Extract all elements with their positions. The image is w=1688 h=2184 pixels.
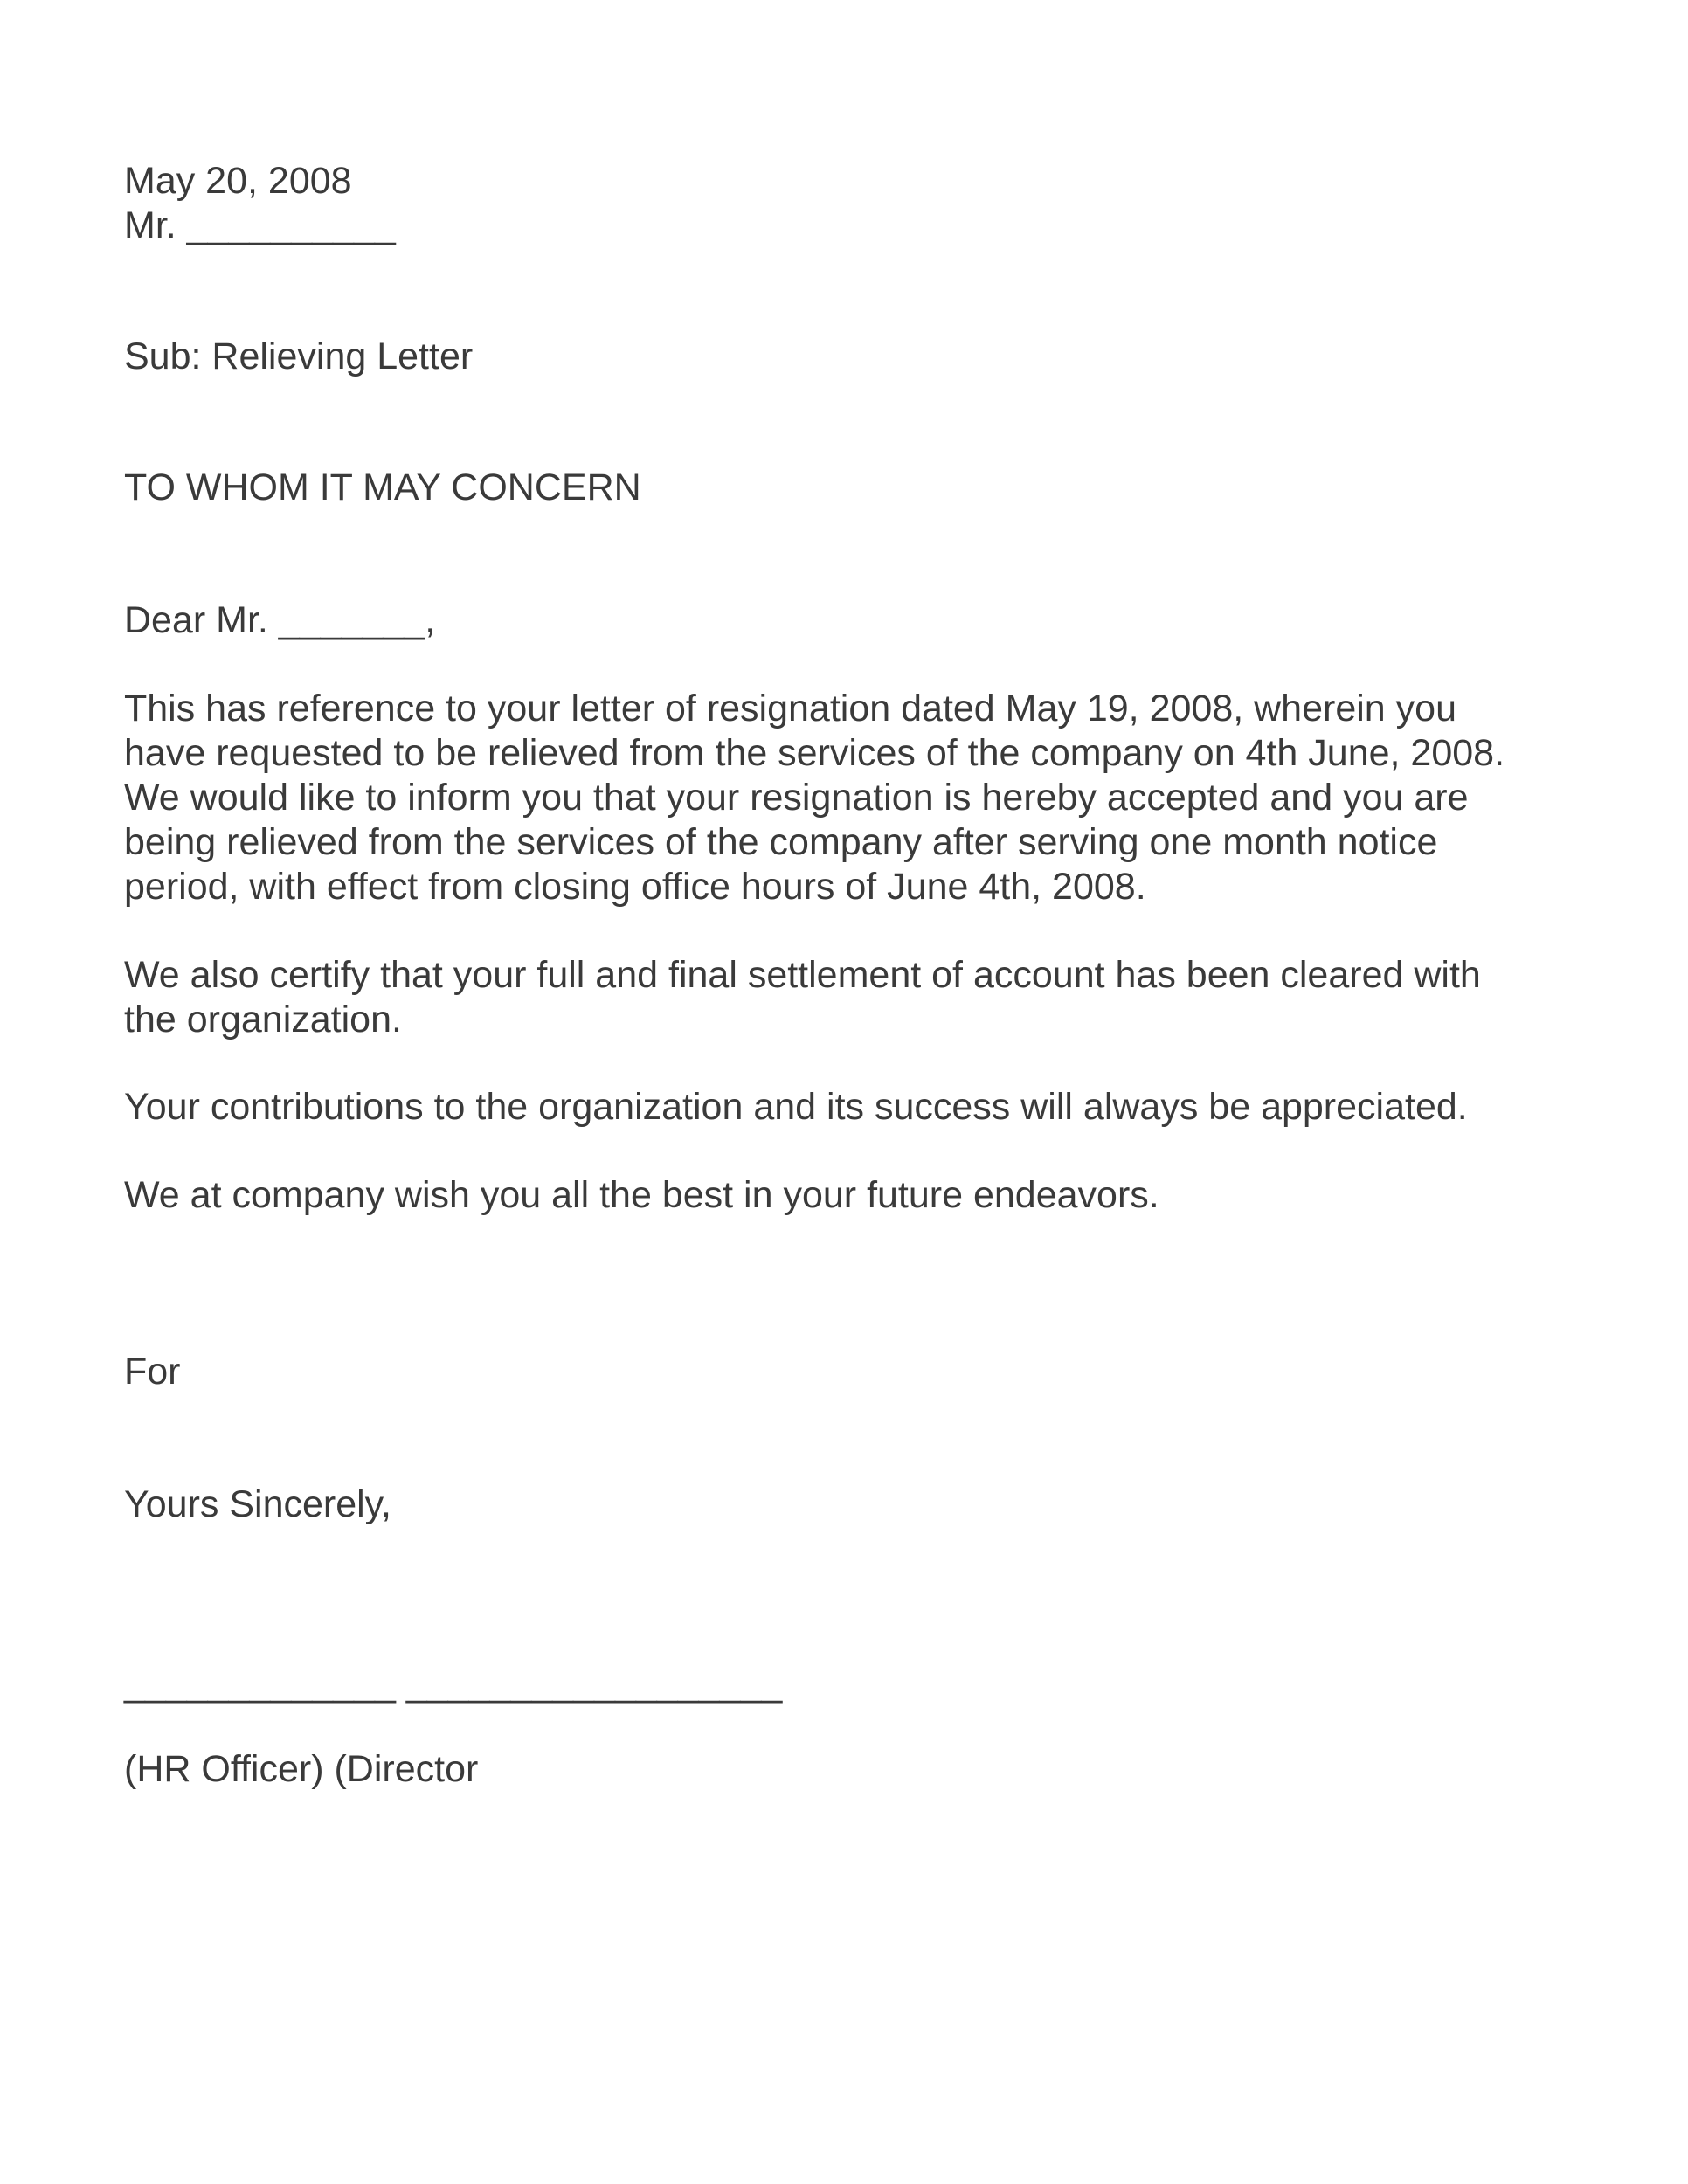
paragraph-line: the organization. [124,999,402,1040]
signature-lines: _____________ __________________ [124,1662,783,1704]
paragraph-line: We would like to inform you that your resignation is hereby accepted and you are [124,777,1469,819]
letter-addressee: Mr. __________ [124,204,396,246]
paragraph-line: have requested to be relieved from the services of the company on 4th June, 2008. [124,732,1505,774]
body-paragraph-2 [124,953,1609,1042]
letter-subject: Sub: Relieving Letter [124,335,474,377]
body-paragraph-3 [124,1085,1609,1130]
closing: Yours Sincerely, [124,1483,391,1525]
letter-salutation: Dear Mr. _______, [124,599,436,641]
for-label: For [124,1351,181,1393]
letter-date: May 20, 2008 [124,160,352,202]
letter-heading: TO WHOM IT MAY CONCERN [124,467,641,508]
signatories: (HR Officer) (Director [124,1748,479,1790]
paragraph-line: being relieved from the services of the company after serving one month notice [124,821,1438,863]
paragraph-line: period, with effect from closing office hours of June 4th, 2008. [124,866,1146,908]
paragraph-line: We at company wish you all the best in your future endeavors. [124,1174,1159,1216]
body-paragraph-1 [124,687,1609,909]
paragraph-line: Your contributions to the organization and its success will always be appreciated. [124,1086,1468,1128]
body-paragraph-4 [124,1173,1609,1218]
paragraph-line: This has reference to your letter of resignation dated May 19, 2008, wherein you [124,688,1456,729]
paragraph-line: We also certify that your full and final settlement of account has been cleared with [124,954,1481,996]
